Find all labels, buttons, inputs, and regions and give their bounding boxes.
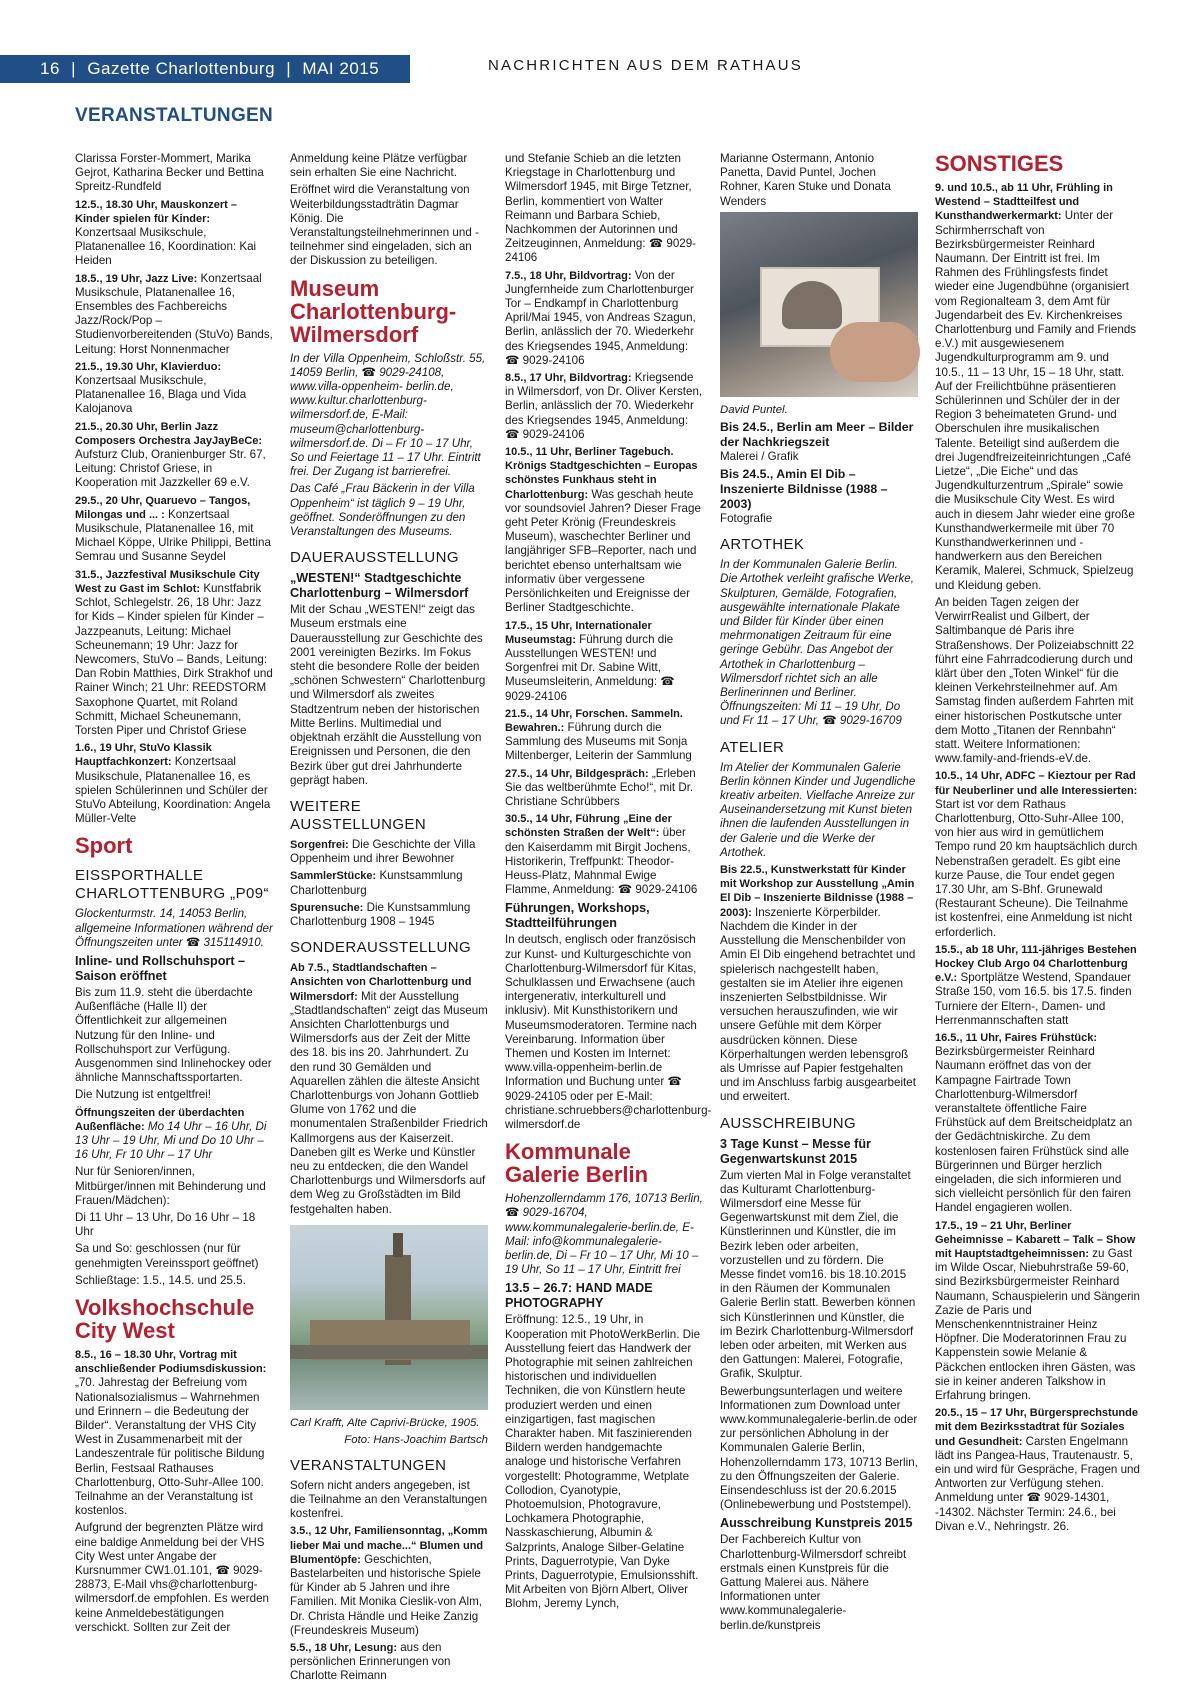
museum-heading: Museum Charlottenburg-Wilmersdorf	[290, 275, 457, 347]
sonstiges-heading: SONSTIGES	[935, 151, 1064, 176]
text-paragraph: Bewerbungsunterlagen und weitere Informationen zum Download unter www.kommunalegalerie-berlin.de oder zur persönlichen Abholung in der Kommunalen Galerie Berlin, Hohenzollerndamm 173, 10713 Berlin, zu den Öffnungszeiten der Galerie. Einsendeschluss ist der 20.6.2015 (Onlinebewerbung und Poststempel).	[720, 1384, 918, 1512]
exhibition-entry: Ab 7.5., Stadtlandschaften – Ansichten von Charlottenburg und Wilmersdorf: Mit der Ausstellung „Stadtlandschaften“ zeigt das Museum Ansichten Charlottenburgs und Wilmersdorfs aus der Zeit der Mitte des 18. bis ins 20. Jahrhundert. Zu den rund 30 Gemälden und Aquarellen zählen die älteste Ansicht Charlottenburgs von Johann Gottlieb Glume von 1762 und die monumentalen Straßenbilder Friedrich Kallmorgens aus der Kaiserzeit. Daneben gilt es Werke und Künstler neu zu entdecken, die den Wandel Charlottenburgs und Wilmersdorfs auf dem Weg zu Großstädten im Bild festgehalten haben.	[290, 962, 488, 1216]
text-paragraph: Sofern nicht anders angegeben, ist die Teilnahme an den Veranstaltungen kostenfrei.	[290, 1478, 488, 1521]
galerie-info: Hohenzollerndamm 176, 10713 Berlin, ☎ 9029-16704, www.kommunalegalerie-berlin.de, E-Mail: info@kommunalegalerie-berlin.de, Di – Fr 10 – 17 Uhr, Mi 10 – 19 Uhr, So 11 – 17 Uhr, Eintritt frei	[505, 1192, 703, 1277]
text-paragraph: Anmeldung keine Plätze verfügbar sein erhalten Sie eine Nachricht.	[290, 152, 468, 180]
event-entry: 21.5., 14 Uhr, Forschen. Sammeln. Bewahren.: Führung durch die Sammlung des Museums mit Sonja Miltenberger, Leiterin der Sammlung	[505, 707, 692, 763]
text-paragraph: In deutsch, englisch oder französisch zur Kunst- und Kulturgeschichte von Charlottenburg-Wilmersdorf für Kitas, Schulklassen und Erwachsene (auch intergenerativ, interkulturell und inklusiv). Mit Kunsthistorikern und Museumsmoderatoren. Termine nach Vereinbarung. Information über Themen und Kosten im Internet: www.villa-oppenheim-berlin.de Information und Buchung unter ☎ 9029-24105 oder per E-Mail: christiane.schruebbers@charlottenburg-wilmersdorf.de	[505, 933, 712, 1131]
cafe-info: Das Café „Frau Bäckerin in der Villa Oppenheim“ ist täglich 9 – 19 Uhr, geöffnet. Sonderöffnungen zu den Veranstaltungen des Museums.	[290, 482, 475, 539]
text-paragraph: Aufgrund der begrenzten Plätze wird eine baldige Anmeldung bei der VHS City West unter Angabe der Kursnummer CW1.01.101, ☎ 9029-28873, E-Mail vhs@charlottenburg-wilmersdorf.de empfohlen. Es werden keine Anmeldebestätigungen verschickt. Sollten zur Zeit der	[75, 1521, 269, 1634]
photo-image	[720, 212, 918, 397]
exhibition-genre: Fotografie	[720, 512, 773, 526]
eissporthalle-heading: EISSPORTHALLE CHARLOTTENBURG „P09“	[75, 867, 269, 903]
event-entry: 18.5., 19 Uhr, Jazz Live: Konzertsaal Musikschule, Platanenallee 16, Ensembles des Fachbereichs Jazz/Rock/Pop – Studienvorbereitenden (StuVo) Bands, Leitung: Horst Nonnenmacher	[75, 271, 273, 356]
vhs-heading: Volkshochschule City West	[75, 1295, 255, 1344]
weitere-ausstellungen-heading: WEITERE AUSSTELLUNGEN	[290, 797, 427, 833]
artothek-info: In der Kommunalen Galerie Berlin. Die Artothek verleiht grafische Werke, Skulpturen, Gemälde, Fotografien, ausgewählte internationale Plakate und Bilder für Kinder über einen mehrmonatigen Zeitraum für eine geringe Gebühr. Das Angebot der Artothek in Charlottenburg – Wilmersdorf richtet sich an alle Berlinerinnen und Berliner. Öffnungszeiten: Mi 11 – 19 Uhr, Do und Fr 11 – 17 Uhr, ☎ 9029-16709	[720, 558, 914, 728]
column-2	[290, 152, 488, 1683]
event-entry: 27.5., 14 Uhr, Bildgespräch: „Erleben Sie das weltberühmte Echo!“, mit Dr. Christiane Schrübbers	[505, 766, 696, 808]
event-entry: 31.5., Jazzfestival Musikschule City West zu Gast im Schlot: Kunstfabrik Schlot, Schlegelstr. 26, 18 Uhr: Jazz for Kids – Kinder spielen für Kinder – Jazzpeanuts, Leitung: Michael Scheunemann; 19 Uhr: Jazz for Newcomers, StuVo – Bands, Leitung: Dan Robin Matthies, Dirk Strakhof und Rainer Winch; 21 Uhr: REEDSTORM Saxophone Quartet, mit Roland Schmitt, Michael Scheunemann, Torsten Piper und Christof Griese	[75, 568, 273, 737]
text-paragraph: Bis zum 11.9. steht die überdachte Außenfläche (Halle II) der Öffentlichkeit zur allgemeinen Nutzung für den Inline- und Rollschuhsport zur Verfügung. Ausgenommen sind Inlinehockey oder ähnliche Mannschaftssportarten.	[75, 985, 272, 1085]
event-entry: 20.5., 15 – 17 Uhr, Bürgersprechstunde mit dem Bezirksstadtrat für Soziales und Gesundheit: Carsten Engelmann lädt ins Pangea-Haus, Trautenaustr. 5, ein und wird für Gespräche, Fragen und Antworten zur Verfügung stehen. Anmeldung unter ☎ 9029-14301, -14302. Nächster Termin: 24.6., bei Divan e.V., Nehringstr. 26.	[935, 1407, 1140, 1533]
ausschreibung-heading: AUSSCHREIBUNG	[720, 1114, 857, 1132]
hand-shape	[830, 322, 920, 382]
exhibition-title: Bis 24.5., Berlin am Meer – Bilder der Nachkriegszeit	[720, 419, 914, 449]
exhibition-entry: Spurensuche: Die Kunstsammlung Charlottenburg 1908 – 1945	[290, 900, 471, 928]
text-paragraph: Nur für Senioren/innen, Mitbürger/innen mit Behinderung und Frauen/Mädchen):	[75, 1165, 266, 1207]
text-paragraph: Mit der Schau „WESTEN!“ zeigt das Museum erstmals eine Dauerausstellung zur Geschichte des 2001 vereinigten Bezirks. Im Fokus steht die besondere Rolle der beiden „schönen Schwestern“ Charlottenburg und Wilmersdorf als zweites Stadtzentrum neben der historischen Mitte Berlins. Multimedial und objektnah erzählt die Ausstellung von Ereignissen und Personen, die den Bezirk über gut drei Jahrhunderte geprägt haben.	[290, 603, 486, 787]
event-entry: 9. und 10.5., ab 11 Uhr, Frühling in Westend – Stadtteilfest und Kunsthandwerkermarkt: Unter der Schirmherrschaft von Bezirksbürgermeister Reinhard Naumann. Der Eintritt ist frei. Im Rahmen des Frühlingsfests findet wieder eine Jugendbühne (organisiert vom Regionalteam 3, dem Amt für Jugendarbeit des Ev. Kirchenkreises Charlottenburg und Family and Friends e.V.) mit ausgewiesenem Jugendkulturprogramm am 9. und 10.5., 11 – 13 Uhr, 15 – 18 Uhr, statt. Auf der Freilichtbühne präsentieren Schülerinnen und Schüler der in der Region 3 beheimateten Grund- und Oberschulen ihre musikalischen Talente. Beteiligt sind außerdem die drei Jugendfreizeiteinrichtungen „Café Lietze“, „Die Eiche“ und das Jugendkulturzentrum „Spirale“ sowie die Musikschule City West. Es wird auch in diesem Jahr wieder eine große Kunsthandwerkermeile mit über 70 Kunsthandwerkerinnen und -handwerkern aus den Bereichen Keramik, Malerei, Schmuck, Spielzeug und Kleidung geben.	[935, 182, 1137, 592]
page-number: 16	[40, 59, 60, 78]
event-entry: 8.5., 17 Uhr, Bildvortrag: Kriegsende in Wilmersdorf, von Dr. Oliver Kersten, Berlin, anlässlich der 70. Wiederkehr des Kriegsendes 1945, Anmeldung: ☎ 9029-24106	[505, 371, 703, 441]
painting-image	[290, 1225, 488, 1410]
event-entry: 8.5., 16 – 18.30 Uhr, Vortrag mit anschließender Podiumsdiskussion: „70. Jahrestag der Befreiung vom Nationalsozialismus – Wahrnehmen und Erinnern – die Bedeutung der Bilder“. Veranstaltung der VHS City West in Zusammenarbeit mit der Landeszentrale für politische Bildung Berlin, Festsaal Rathauses Charlottenburg, Otto-Suhr-Allee 100. Teilnahme an der Veranstaltung ist kostenlos.	[75, 1349, 267, 1518]
issue-date: MAI 2015	[302, 59, 380, 78]
text-paragraph: Eröffnung: 12.5., 19 Uhr, in Kooperation mit PhotoWerkBerlin. Die Ausstellung feiert das Handwerk der Photographie mit seinen zahlreichen historischen und individuellen Techniken, die von Künstlern heute produziert werden und einen einzigartigen, fast magischen Charakter haben. Mit faszinierenden Bildern werden handgemachte analoge und historische Verfahren vorgestellt: Photogramme, Wetplate Collodion, Cyanotypie, Photoemulsion, Photogravure, Lochkamera Photographie, Nasskaschierung, Albumin & Salzprints, Analoge Silber-Gelatine Prints, Daguerrotypie, Van Dyke Prints, Daguerrotypie, Emulsionsshift. Mit Arbeiten von Björn Albert, Oliver Blohm, Jeremy Lynch,	[505, 1313, 701, 1611]
event-entry: 10.5., 11 Uhr, Berliner Tagebuch. Krönigs Stadtgeschichten – Europas schönstes Funkhaus steht in Charlottenburg: Was geschah heute vor soundsoviel Jahren? Dieser Frage geht Peter Krönig (Freundeskreis Museum), waschechter Berliner und langjähriger SFB–Reporter, nach und berichtet ebenso unterhaltsam wie informativ über vergessene Persönlichkeiten und Ereignisse der Berliner Stadtgeschichte.	[505, 446, 701, 615]
column-5	[935, 152, 1140, 1652]
sport-heading: Sport	[75, 833, 133, 859]
text-paragraph: Eröffnet wird die Veranstaltung von Weiterbildungsstadträtin Dagmar König. Die Veranstaltungsteilnehmerinnen und -teilnehmer sind eingeladen, sich an der Diskussion zu beteiligen.	[290, 183, 479, 268]
event-entry: 12.5., 18.30 Uhr, Mauskonzert – Kinder spielen für Kinder: Konzertsaal Musikschule, Platanenallee 16, Koordination: Kai Heiden	[75, 198, 257, 268]
publication-name: Gazette Charlottenburg	[87, 59, 276, 78]
event-entry: 17.5., 19 – 21 Uhr, Berliner Geheimnisse – Kabarett – Talk – Show mit Hauptstadtgeheimnissen: zu Gast im Wilde Oscar, Niebuhrstraße 59-60, sind Bezirksbürgermeister Reinhard Naumann, Schauspielerin und Sängerin Zazie de Paris und Menschenkenntnistrainer Heinz Höpfner. Die Moderatorinnen Frau zu Kappenstein sowie Melanie & Päckchen entlocken ihren Gästen, was sie in keiner anderen Talkshow in Erfahrung bringen.	[935, 1219, 1140, 1403]
column-3	[505, 152, 712, 1652]
text-paragraph: Der Fachbereich Kultur von Charlottenburg-Wilmersdorf schreibt erstmals einen Kunstpreis für die Gattung Malerei aus. Nähere Informationen unter www.kommunalegalerie-berlin.de/kunstpreis	[720, 1533, 907, 1632]
dauerausstellung-heading: DAUERAUSSTELLUNG	[290, 549, 459, 567]
event-entry: 16.5., 11 Uhr, Faires Frühstück: Bezirksbürgermeister Reinhard Naumann eröffnet das von der Kampagne Fairtrade Town Charlottenburg-Wilmersdorf veranstaltete öffentliche Faire Frühstück auf dem Breitscheidplatz an der Gedächtniskirche. Zu dem kostenlosen fairen Frühstück sind alle Bürgerinnen und Bürger herzlich eingeladen, die sich informieren und sich vielleicht persönlich für den fairen Handel engagieren wollen.	[935, 1031, 1133, 1215]
messe-heading: 3 Tage Kunst – Messe für Gegenwartskunst 2015	[720, 1136, 871, 1166]
text-paragraph: Marianne Ostermann, Antonio Panetta, David Puntel, Jochen Rohner, Karen Stuke und Donata Wenders	[720, 152, 891, 208]
rubric-title: VERANSTALTUNGEN	[75, 105, 274, 126]
column-1	[75, 152, 273, 1652]
fuehrungen-heading: Führungen, Workshops, Stadtteilführungen	[505, 901, 650, 931]
header-separator: |	[286, 59, 292, 78]
event-entry: 29.5., 20 Uhr, Quaruevo – Tangos, Milongas und ... : Konzertsaal Musikschule, Platanenallee 16, mit Michael Köppe, Ulrike Philippi, Bettina Semrau und Susanne Seydel	[75, 494, 271, 564]
header-bar	[0, 55, 410, 83]
event-entry: 21.5., 20.30 Uhr, Berlin Jazz Composers Orchestra JayJayBeCe: Aufsturz Club, Oranienburger Str. 67, Leitung: Christof Griese, in Kooperation mit Jazzkeller 69 e.V.	[75, 420, 266, 490]
text-paragraph: Clarissa Forster-Mommert, Marika Gejrot, Katharina Becker und Bettina Spreitz-Rundfeld	[75, 152, 264, 194]
museum-info: In der Villa Oppenheim, Schloßstr. 55, 14059 Berlin, ☎ 9029-24108, www.villa-oppenheim- berlin.de, www.kultur.charlottenburg-wilmersdorf.de, E-Mail: museum@charlottenburg-wilmersdorf.de. Di – Fr 10 – 17 Uhr, So und Feiertage 11 – 17 Uhr. Eintritt frei. Der Zugang ist barrierefrei.	[290, 351, 486, 479]
text-paragraph: Die Nutzung ist entgeltfrei!	[75, 1088, 211, 1102]
exhibition-genre: Malerei / Grafik	[720, 449, 799, 463]
hand-made-heading: 13.5 – 26.7: HAND MADE PHOTOGRAPHY	[505, 1281, 653, 1311]
inline-heading: Inline- und Rollschuhsport – Saison eröffnet	[75, 953, 246, 983]
event-entry: 1.6., 19 Uhr, StuVo Klassik Hauptfachkonzert: Konzertsaal Musikschule, Platanenallee 16, es spielen Schülerinnen und Schüler der StuVo Abteilung, Koordination: Angela Müller-Velte	[75, 742, 271, 826]
event-entry: 7.5., 18 Uhr, Bildvortrag: Von der Jungfernheide zum Charlottenburger Tor – Endkampf in Charlottenburg April/Mai 1945, von Andreas Szagun, Berlin, anlässlich der 70. Wiederkehr des Kriegsendes 1945, Anmeldung: ☎ 9029-24106	[505, 268, 696, 367]
event-entry: 5.5., 18 Uhr, Lesung: aus den persönlichen Erinnerungen von Charlotte Reimann	[290, 1641, 451, 1683]
text-paragraph: Zum vierten Mal in Folge veranstaltet das Kulturamt Charlottenburg-Wilmersdorf eine Messe für Gegenwartskunst mit dem Ziel, die Künstlerinnen und Künstler, die im Bezirk leben oder arbeiten, vorzustellen und zu fördern. Die Messe findet vom16. bis 18.10.2015 in den Räumen der Kommunalen Galerie Berlin statt. Bewerben können sich Künstlerinnen und Künstler, die im Bezirk Charlottenburg-Wilmersdorf leben oder arbeiten, mit Werken aus den Gattungen: Malerei, Fotografie, Grafik, Skulptur.	[720, 1168, 916, 1381]
text-paragraph: An beiden Tagen zeigen der VerwirrRealist und Gilbert, der Saltimbanque dé Paris ihre Straßenshows. Der Polizeiabschnitt 22 führt eine Fahrradcodierung durch und klärt über den „Toten Winkel“ für die kleinen Verkehrsteilnehmer auf. Am Samstag finden außerdem Fahrten mit einer historischen Postkutsche unter dem Motto „Titanen der Rennbahn“ statt. Weitere Informationen: www.family-and-friends-eV.de.	[935, 595, 1135, 766]
event-entry: 15.5., ab 18 Uhr, 111-jähriges Bestehen Hockey Club Argo 04 Charlottenburg e.V.: Sportplätze Westend, Spandauer Straße 150, vom 16.5. bis 17.5. finden Turniere der Eltern-, Damen- und Herrenmannschaften statt	[935, 943, 1137, 1027]
atelier-heading: ATELIER	[720, 738, 785, 756]
exhibition-title: Bis 24.5., Amin El Dib – Inszenierte Bildnisse (1988 – 2003)	[720, 467, 888, 512]
image-caption: David Puntel.	[720, 403, 788, 416]
westen-heading: „WESTEN!“ Stadtgeschichte Charlottenburg – Wilmersdorf	[290, 571, 469, 601]
galerie-heading: Kommunale Galerie Berlin	[505, 1139, 649, 1188]
text-paragraph: Schließtage: 1.5., 14.5. und 25.5.	[75, 1273, 246, 1287]
event-entry: 21.5., 19.30 Uhr, Klavierduo: Konzertsaal Musikschule, Platanenallee 16, Blaga und Vida Kalojanova	[75, 360, 247, 416]
exhibition-entry: Sorgenfrei: Die Geschichte der Villa Oppenheim und ihrer Bewohner	[290, 837, 476, 866]
photo-credit: Foto: Hans-Joachim Bartsch	[344, 1433, 488, 1446]
page-header	[0, 55, 1200, 83]
text-paragraph: und Stefanie Schieb an die letzten Kriegstage in Charlottenburg und Wilmersdorf 1945, mit Birge Tetzner, Berlin, kommentiert von Walter Reimann und Barbara Schieb, Nachkommen der Autorinnen und Zeitzeuginnen, Anmeldung: ☎ 9029-24106	[505, 152, 697, 265]
header-separator: |	[71, 59, 77, 78]
section-title: NACHRICHTEN AUS DEM RATHAUS	[488, 57, 803, 74]
exhibition-entry: SammlerStücke: Kunstsammlung Charlottenburg	[290, 869, 463, 897]
eissporthalle-address: Glockenturmstr. 14, 14053 Berlin, allgemeine Informationen während der Öffnungszeiten unter ☎ 315114910.	[75, 907, 273, 949]
text-paragraph: Sa und So: geschlossen (nur für genehmigten Vereinssport geöffnet)	[75, 1242, 259, 1270]
event-entry: Bis 22.5., Kunstwerkstatt für Kinder mit Workshop zur Ausstellung „Amin El Dib – Inszenierte Bildnisse (1988 – 2003): Inszenierte Körperbilder. Nachdem die Kinder in der Ausstellung die Menschenbilder von Amin El Dib eingehend betrachtet und spielerisch nachgestellt haben, gestalten sie im Atelier ihre eigenen inszenierten Selbstbildnisse. Wir versuchen herauszufinden, wie wir unsere Gefühle mit dem Körper ausdrücken können. Diese Körperhaltungen werden lebensgroß als Umrisse auf Papier festgehalten und im Anschluss farbig ausgearbeitet und erweitert.	[720, 864, 916, 1104]
column-4	[720, 152, 918, 1652]
artothek-heading: ARTOTHEK	[720, 536, 805, 554]
event-entry: 30.5., 14 Uhr, Führung „Eine der schönsten Straßen der Welt“: über den Kaiserdamm mit Birgit Jochens, Historikerin, Treffpunkt: Theodor-Heuss-Platz, Mahnmal Ewige Flamme, Anmeldung: ☎ 9029-24106	[505, 813, 698, 897]
event-entry: 10.5., 14 Uhr, ADFC – Kieztour per Rad für Neuberliner und alle Interessierten: Start ist vor dem Rathaus Charlottenburg, Otto-Suhr-Allee 100, von hier aus wird in gemütlichem Tempo rund 20 km hauptsächlich durch Nebenstraßen geradelt. Es gibt eine kurze Pause, die Tour endet gegen 17.30 Uhr, am S-Bhf. Grunewald (Restaurant Scheune). Die Teilnahme ist kostenfrei, eine Anmeldung ist nicht erforderlich.	[935, 770, 1138, 939]
text-paragraph: Di 11 Uhr – 13 Uhr, Do 16 Uhr – 18 Uhr	[75, 1211, 256, 1239]
sonderausstellung-heading: SONDERAUSSTELLUNG	[290, 939, 472, 957]
bridge-shape	[290, 1345, 488, 1359]
kunstpreis-heading: Ausschreibung Kunstpreis 2015	[720, 1516, 913, 1531]
event-entry: 17.5., 15 Uhr, Internationaler Museumstag: Führung durch die Ausstellungen WESTEN! und Sorgenfrei mit Dr. Sabine Witt, Museumsleiterin, Anmeldung: ☎ 9029-24106	[505, 619, 675, 703]
veranstaltungen-heading: VERANSTALTUNGEN	[290, 1456, 447, 1474]
opening-hours: Öffnungszeiten der überdachten Außenfläche: Mo 14 Uhr – 16 Uhr, Di 13 Uhr – 19 Uhr, Mi und Do 10 Uhr – 16 Uhr, Fr 10 Uhr – 17 Uhr	[75, 1106, 267, 1162]
image-caption: Carl Krafft, Alte Caprivi-Brücke, 1905.	[290, 1416, 480, 1429]
atelier-info: Im Atelier der Kommunalen Galerie Berlin können Kinder und Jugendliche kreativ arbeiten. Vielfache Anreize zur Auseinandersetzung mit Kunst bieten ihnen die laufenden Ausstellungen in der Galerie und die Werke der Artothek.	[720, 760, 916, 859]
event-entry: 3.5., 12 Uhr, Familiensonntag, „Komm lieber Mai und mache...“ Blumen und Blumentöpfe: Geschichten, Bastelarbeiten und historische Spiele für Kinder ab 5 Jahren und ihre Familien. Mit Monika Cieslik-von Alm, Dr. Christa Händle und Heike Zanzig (Freundeskreis Museum)	[290, 1525, 488, 1637]
